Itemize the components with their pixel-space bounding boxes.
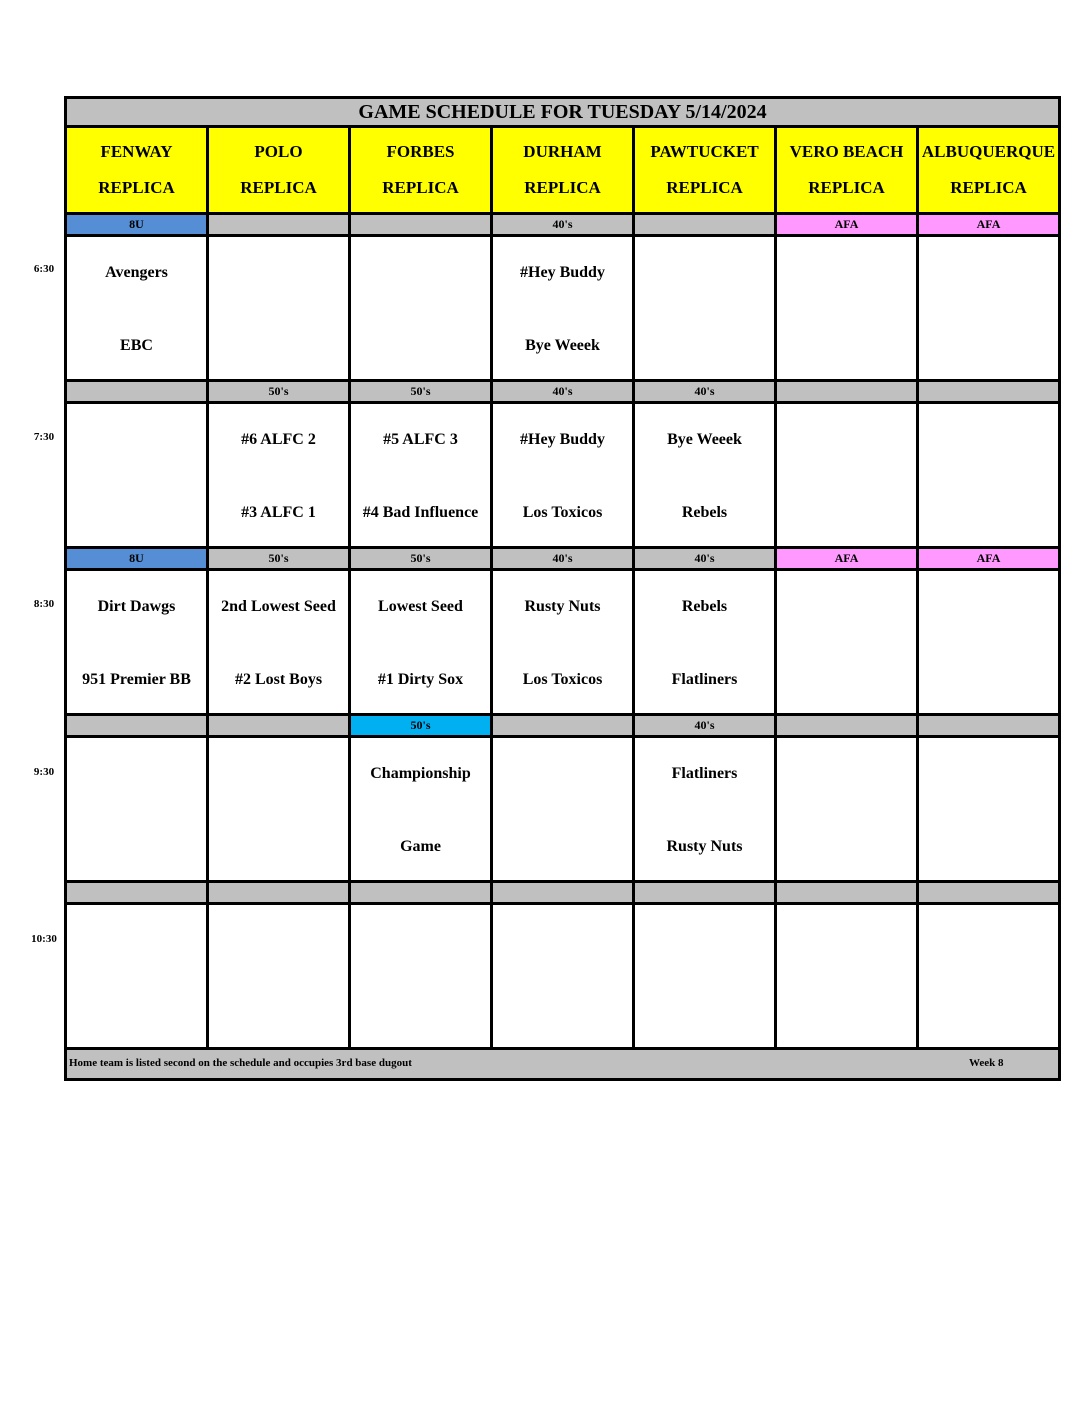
division-cell: 50's: [351, 382, 493, 401]
division-cell: 50's: [351, 716, 493, 735]
division-cell: [493, 716, 635, 735]
division-cell: [351, 883, 493, 902]
division-cell: 40's: [493, 549, 635, 568]
away-team: Flatliners: [671, 765, 738, 782]
time-label-730: 7:30: [33, 431, 55, 443]
week-label: Week 8: [969, 1057, 1004, 1069]
division-cell: 40's: [635, 716, 777, 735]
division-cell: AFA: [777, 215, 919, 234]
division-row-1030: [67, 883, 1058, 905]
division-cell: 40's: [493, 215, 635, 234]
division-cell: 8U: [67, 549, 209, 568]
game-cell: [493, 571, 635, 713]
game-cell: [351, 738, 493, 880]
division-row-830: [67, 549, 1058, 571]
game-cell: [351, 905, 493, 1047]
field-header-forbes: [351, 128, 493, 212]
field-type: REPLICA: [808, 178, 885, 197]
division-row-730: [67, 382, 1058, 404]
away-team: Lowest Seed: [378, 598, 463, 615]
division-cell: 50's: [351, 549, 493, 568]
home-team-note: Home team is listed second on the schedule and occupies 3rd base dugout: [69, 1057, 412, 1069]
division-cell: AFA: [919, 215, 1058, 234]
division-cell: AFA: [919, 549, 1058, 568]
game-cell: [209, 571, 351, 713]
time-label-830: 8:30: [33, 598, 55, 610]
division-cell: 40's: [635, 549, 777, 568]
home-team: Bye Weeek: [525, 337, 600, 354]
field-type: REPLICA: [524, 178, 601, 197]
away-team: Rusty Nuts: [524, 598, 601, 615]
division-cell: [209, 716, 351, 735]
division-cell: [67, 382, 209, 401]
field-type: REPLICA: [240, 178, 317, 197]
division-cell: [777, 382, 919, 401]
field-name: FORBES: [386, 142, 455, 161]
division-cell: AFA: [777, 549, 919, 568]
field-header-albuquerque: [919, 128, 1058, 212]
away-team: Rebels: [681, 598, 728, 615]
home-team: #2 Lost Boys: [234, 671, 323, 688]
field-type: REPLICA: [666, 178, 743, 197]
home-team: Rebels: [681, 504, 728, 521]
game-cell: [209, 404, 351, 546]
field-header-durham: [493, 128, 635, 212]
away-team: Dirt Dawgs: [97, 598, 176, 615]
game-row-1030: [67, 905, 1058, 1050]
field-name: POLO: [254, 142, 303, 161]
field-type: REPLICA: [98, 178, 175, 197]
game-cell: [209, 905, 351, 1047]
division-cell: [67, 716, 209, 735]
field-header-row: [67, 128, 1058, 215]
division-row-630: [67, 215, 1058, 237]
game-cell: [493, 905, 635, 1047]
home-team: Rusty Nuts: [666, 838, 743, 855]
field-header-pawtucket: [635, 128, 777, 212]
division-cell: [209, 883, 351, 902]
time-label-1030: 10:30: [31, 933, 57, 945]
game-cell: [777, 237, 919, 379]
game-row-730: [67, 404, 1058, 549]
game-row-930: [67, 738, 1058, 883]
away-team: #6 ALFC 2: [241, 431, 316, 448]
game-cell: [67, 571, 209, 713]
game-cell: [67, 905, 209, 1047]
game-cell: [351, 237, 493, 379]
away-team: Bye Weeek: [667, 431, 742, 448]
division-cell: [209, 215, 351, 234]
game-cell: [635, 571, 777, 713]
away-team: #Hey Buddy: [520, 431, 605, 448]
game-cell: [919, 237, 1058, 379]
game-cell: [635, 404, 777, 546]
field-name: DURHAM: [523, 142, 602, 161]
game-cell: [919, 404, 1058, 546]
home-team: #1 Dirty Sox: [377, 671, 464, 688]
game-cell: [493, 237, 635, 379]
game-cell: [777, 404, 919, 546]
game-cell: [635, 237, 777, 379]
away-team: Avengers: [105, 264, 168, 281]
footer-row: [67, 1050, 1058, 1078]
division-cell: [919, 716, 1058, 735]
division-cell: [493, 883, 635, 902]
game-cell: [67, 237, 209, 379]
away-team: Championship: [370, 765, 471, 782]
field-header-polo: [209, 128, 351, 212]
game-cell: [493, 404, 635, 546]
game-cell: [209, 237, 351, 379]
division-cell: [635, 215, 777, 234]
division-row-930: [67, 716, 1058, 738]
game-cell: [919, 738, 1058, 880]
home-team: Flatliners: [671, 671, 738, 688]
home-team: #4 Bad Influence: [362, 504, 479, 521]
division-cell: [777, 883, 919, 902]
division-cell: [351, 215, 493, 234]
away-team: 2nd Lowest Seed: [221, 598, 336, 615]
division-cell: 40's: [493, 382, 635, 401]
home-team: Los Toxicos: [522, 671, 603, 688]
game-row-630: [67, 237, 1058, 382]
away-team: #5 ALFC 3: [383, 431, 458, 448]
field-type: REPLICA: [382, 178, 459, 197]
division-cell: 40's: [635, 382, 777, 401]
away-team: #Hey Buddy: [520, 264, 605, 281]
division-cell: [777, 716, 919, 735]
time-label-630: 6:30: [33, 263, 55, 275]
division-cell: 50's: [209, 549, 351, 568]
field-name: PAWTUCKET: [650, 142, 759, 161]
game-cell: [351, 571, 493, 713]
field-name: VERO BEACH: [789, 142, 904, 161]
schedule-title: GAME SCHEDULE FOR TUESDAY 5/14/2024: [67, 99, 1058, 128]
home-team: Los Toxicos: [522, 504, 603, 521]
game-cell: [351, 404, 493, 546]
game-cell: [777, 571, 919, 713]
division-cell: [635, 883, 777, 902]
game-cell: [67, 404, 209, 546]
game-cell: [635, 738, 777, 880]
field-header-vero-beach: [777, 128, 919, 212]
division-cell: 50's: [209, 382, 351, 401]
game-cell: [209, 738, 351, 880]
field-header-fenway: [67, 128, 209, 212]
game-row-830: [67, 571, 1058, 716]
game-cell: [919, 905, 1058, 1047]
field-name: FENWAY: [100, 142, 173, 161]
division-cell: [67, 883, 209, 902]
home-team: EBC: [120, 337, 153, 354]
game-cell: [777, 905, 919, 1047]
schedule-table: [64, 96, 1061, 1081]
division-cell: [919, 382, 1058, 401]
division-cell: 8U: [67, 215, 209, 234]
field-type: REPLICA: [950, 178, 1027, 197]
game-cell: [919, 571, 1058, 713]
division-cell: [919, 883, 1058, 902]
home-team: 951 Premier BB: [82, 671, 191, 688]
time-label-930: 9:30: [33, 766, 55, 778]
field-name: ALBUQUERQUE: [921, 142, 1056, 161]
game-cell: [493, 738, 635, 880]
game-cell: [67, 738, 209, 880]
game-cell: [777, 738, 919, 880]
game-cell: [635, 905, 777, 1047]
home-team: Game: [400, 838, 441, 855]
home-team: #3 ALFC 1: [241, 504, 316, 521]
